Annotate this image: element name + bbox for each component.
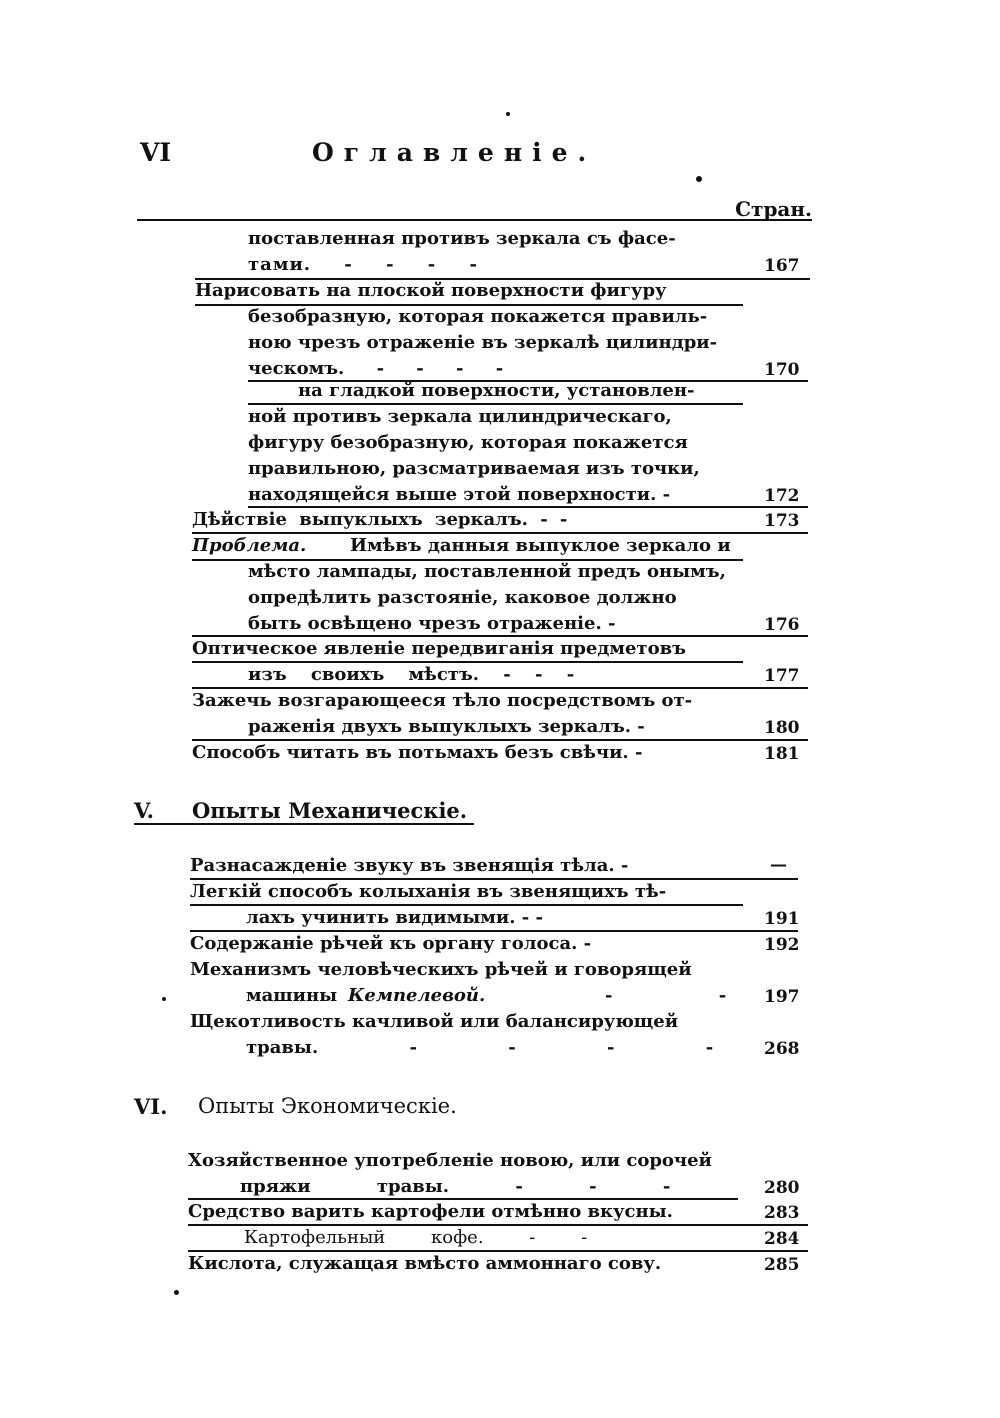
toc-line: мѣсто лампады, поставленной предъ онымъ, — [248, 561, 726, 582]
toc-line: Содержаніе рѣчей къ органу голоса. - — [190, 933, 592, 954]
toc-rule — [190, 904, 743, 906]
toc-line: лахъ учинить видимыми. - - — [246, 907, 543, 928]
toc-rule — [190, 878, 798, 880]
toc-page-number: 280 — [764, 1178, 800, 1198]
toc-line: ною чрезъ отраженіе въ зеркалѣ цилиндри- — [248, 332, 718, 353]
toc-line: быть освѣщено чрезъ отраженіе. - — [248, 613, 616, 634]
toc-page-number: 177 — [764, 666, 800, 686]
toc-page-number: 268 — [764, 1039, 800, 1059]
toc-line: Зажечь возгарающееся тѣло посредствомъ от- — [192, 690, 693, 711]
toc-line: Оптическое явленіе передвиганія предметовъ — [192, 638, 686, 659]
toc-line: безобразную, которая покажется правиль- — [248, 306, 708, 327]
section-heading-rule — [134, 823, 474, 825]
toc-rule — [192, 635, 808, 637]
toc-line: фигуру безобразную, которая покажется — [248, 432, 688, 453]
toc-page-number: 192 — [764, 935, 800, 955]
toc-line: на гладкой поверхности, установлен- — [298, 380, 695, 401]
toc-line: - - — [605, 985, 727, 1006]
section-heading: Опыты Экономическіе. — [198, 1094, 457, 1118]
toc-page-number: 283 — [764, 1203, 800, 1223]
toc-line: Проблема. — [192, 535, 307, 556]
page-number: VI — [140, 138, 172, 167]
toc-page-number: 181 — [764, 744, 800, 764]
toc-line: пряжи травы. - - - — [240, 1176, 671, 1197]
toc-line: Механизмъ человѣческихъ рѣчей и говорящей — [190, 959, 692, 980]
toc-page-number: 197 — [764, 987, 800, 1007]
toc-line: изъ своихъ мѣстъ. - - - — [248, 664, 575, 685]
toc-line: травы. - - - - — [246, 1037, 714, 1058]
toc-page-number: 173 — [764, 511, 800, 531]
toc-rule — [192, 661, 743, 663]
scan-speck — [696, 176, 702, 182]
toc-line: находящейся выше этой поверхности. - — [248, 484, 671, 505]
toc-line: Хозяйственное употребленіе новою, или сорочей — [188, 1150, 712, 1171]
toc-line: поставленная противъ зеркала съ фасе- — [248, 228, 676, 249]
page-title: Оглавленіе. — [312, 138, 597, 167]
toc-line: Дѣйствіе выпуклыхъ зеркалъ. - - — [192, 509, 568, 530]
toc-page-number: — — [770, 855, 787, 875]
toc-line: Щекотливость качливой или балансирующей — [190, 1011, 679, 1032]
toc-rule — [248, 403, 743, 405]
toc-line: Картофельный кофе. - - — [244, 1227, 588, 1248]
scan-speck — [506, 112, 510, 116]
toc-page-number: 284 — [764, 1229, 800, 1249]
toc-rule — [192, 532, 808, 534]
toc-line: ческомъ. - - - - — [248, 358, 504, 379]
toc-line: Имѣвъ данныя выпуклое зеркало и — [350, 535, 731, 556]
toc-rule — [188, 1198, 738, 1200]
toc-page-number: 180 — [764, 718, 800, 738]
toc-line: опредѣлить разстояніе, каковое должно — [248, 587, 677, 608]
section-heading: Опыты Механическіе. — [192, 798, 468, 823]
toc-line: Разнасажденіе звуку въ звенящія тѣла. - — [190, 855, 629, 876]
toc-rule — [188, 1250, 808, 1252]
toc-line: ной противъ зеркала цилиндрическаго, — [248, 406, 672, 427]
toc-line: тами. - - - - — [248, 254, 479, 275]
toc-line: Нарисовать на плоской поверхности фигуру — [195, 280, 667, 301]
toc-page-number: 167 — [764, 256, 800, 276]
toc-line: Средство варить картофели отмѣнно вкусны. — [188, 1201, 673, 1222]
toc-line: Кислота, служащая вмѣсто аммоннаго сову. — [188, 1253, 662, 1274]
header-rule — [137, 219, 812, 221]
toc-line-italic: Кемпелевой. — [348, 985, 486, 1006]
toc-rule — [192, 687, 808, 689]
scan-speck — [162, 997, 166, 1001]
toc-line: машины — [246, 985, 338, 1006]
toc-page-number: 176 — [764, 615, 800, 635]
toc-rule — [248, 506, 808, 508]
toc-line: Способъ читать въ потьмахъ безъ свѣчи. - — [192, 742, 643, 763]
toc-page-number: 172 — [764, 486, 800, 506]
page-column-header: Стран. — [735, 197, 812, 221]
section-heading-number: VI. — [134, 1094, 168, 1119]
scan-speck — [174, 1290, 179, 1295]
toc-line: правильною, разсматриваемая изъ точки, — [248, 458, 700, 479]
toc-rule — [188, 1224, 808, 1226]
toc-line: Легкій способъ колыханія въ звенящихъ тѣ- — [190, 881, 667, 902]
toc-rule — [190, 930, 798, 932]
toc-rule — [192, 739, 808, 741]
toc-page-number: 170 — [764, 360, 800, 380]
toc-page-number: 191 — [764, 909, 800, 929]
toc-line: раженія двухъ выпуклыхъ зеркалъ. - — [248, 716, 645, 737]
section-heading-number: V. — [134, 798, 154, 823]
toc-page-number: 285 — [764, 1255, 800, 1275]
